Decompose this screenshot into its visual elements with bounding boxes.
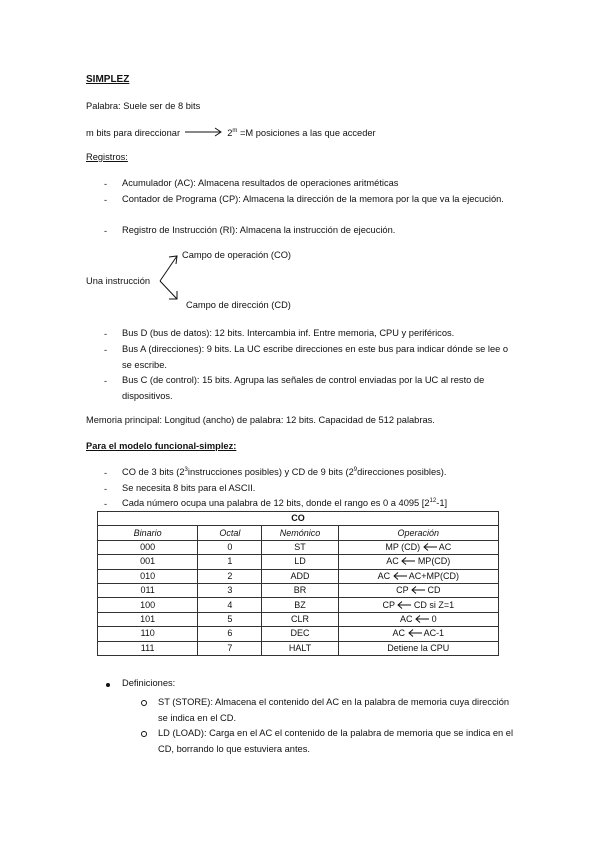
cell-octal: 5 (198, 612, 262, 626)
table-row (98, 569, 499, 583)
table-row (98, 540, 499, 554)
list-item (122, 495, 447, 511)
cell-nemonico: HALT (262, 641, 338, 655)
col-header: Binario (98, 526, 198, 540)
mbits-left: m bits para direccionar (86, 128, 181, 138)
cell-nemonico: BR (262, 583, 338, 597)
op-dest: Detiene la CPU (387, 642, 450, 653)
definicion-item: ST (STORE): Almacena el contenido del AC en la palabra de memoria cuya dirección se indica en el CD. (158, 697, 510, 723)
cell-binario: 110 (98, 627, 198, 641)
cell-octal: 6 (198, 627, 262, 641)
left-arrow-icon (393, 572, 407, 580)
definicion-item: LD (LOAD): Carga en el AC el contenido de la palabra de memoria que se indica en el CD, borrando lo que estuviera antes. (158, 728, 514, 754)
cell-binario: 001 (98, 555, 198, 569)
table-row (98, 612, 499, 626)
cell-octal: 2 (198, 569, 262, 583)
table-row (98, 583, 499, 597)
cell-nemonico: BZ (262, 598, 338, 612)
una-instruccion-label: Una instrucción (86, 276, 151, 286)
cell-binario: 010 (98, 569, 198, 583)
hollow-bullet-icon (141, 731, 147, 737)
list-item: Bus D (bus de datos): 12 bits. Intercambia inf. Entre memoria, CPU y periféricos. (122, 328, 455, 338)
table-title: CO (98, 512, 499, 526)
cell-binario: 101 (98, 612, 198, 626)
palabra-line: Palabra: Suele ser de 8 bits (86, 101, 201, 111)
cell-operacion (338, 583, 498, 597)
dash: - (104, 329, 108, 339)
op-src: CD (427, 585, 441, 596)
list-item: Bus C (de control): 15 bits. Agrupa las señales de control enviadas por la UC al resto de dispositivos. (122, 375, 485, 401)
right-arrow-icon (185, 127, 223, 137)
op-src: AC-1 (423, 628, 445, 639)
op-dest: CP (382, 599, 395, 610)
table-row (98, 627, 499, 641)
mbits-right: =M posiciones a las que acceder (240, 128, 376, 138)
left-arrow-icon (415, 615, 429, 623)
memoria-line: Memoria principal: Longitud (ancho) de palabra: 12 bits. Capacidad de 512 palabras. (86, 415, 435, 425)
cell-operacion (338, 569, 498, 583)
cell-octal: 3 (198, 583, 262, 597)
op-src: AC (438, 541, 452, 552)
left-arrow-icon (401, 557, 415, 565)
definiciones-heading: Definiciones: (122, 678, 176, 688)
modelo-heading: Para el modelo funcional-simplez: (86, 441, 237, 451)
cell-nemonico: ADD (262, 569, 338, 583)
list-item: Bus A (direcciones): 9 bits. La UC escribe direcciones en este bus para indicar dónde se lee o se escribe. (122, 344, 509, 370)
table-row (98, 598, 499, 612)
cell-operacion (338, 641, 498, 655)
dash: - (104, 484, 108, 494)
registros-heading: Registros: (86, 152, 128, 162)
cell-operacion (338, 612, 498, 626)
cell-binario: 011 (98, 583, 198, 597)
superscript: 12 (429, 498, 437, 504)
op-src: CD si Z=1 (413, 599, 455, 610)
col-header: Nemónico (262, 526, 338, 540)
dash: - (104, 345, 108, 355)
cell-nemonico: DEC (262, 627, 338, 641)
dash: - (104, 468, 108, 478)
left-arrow-icon (397, 601, 411, 609)
op-dest: MP (CD) (385, 541, 421, 552)
co-table (97, 511, 499, 656)
dash: - (104, 179, 108, 189)
list-item: Contador de Programa (CP): Almacena la dirección de la memora por la que va la ejecución. (122, 194, 504, 204)
dash: - (104, 376, 108, 386)
op-dest: AC (386, 556, 399, 567)
cell-binario: 000 (98, 540, 198, 554)
cell-operacion (338, 555, 498, 569)
branch-arrows-icon (156, 252, 184, 304)
op-dest: CP (396, 585, 409, 596)
cell-octal: 4 (198, 598, 262, 612)
mbits-two: 2 (227, 128, 233, 138)
op-dest: AC (377, 570, 391, 581)
col-header: Octal (198, 526, 262, 540)
cell-operacion (338, 598, 498, 612)
hollow-bullet-icon (141, 700, 147, 706)
list-item: Registro de Instrucción (RI): Almacena la instrucción de ejecución. (122, 225, 396, 235)
cell-octal: 7 (198, 641, 262, 655)
cell-nemonico: ST (262, 540, 338, 554)
dash: - (104, 499, 108, 509)
text-part: direcciones posibles). (357, 467, 447, 477)
cell-operacion (338, 540, 498, 554)
table-row (98, 555, 499, 569)
cell-nemonico: CLR (262, 612, 338, 626)
left-arrow-icon (423, 543, 437, 551)
text-part: CO de 3 bits (2 (122, 467, 185, 477)
table-row (98, 641, 499, 655)
mbits-line (86, 127, 376, 138)
cell-binario: 111 (98, 641, 198, 655)
text-part: Cada número ocupa una palabra de 12 bits, donde el rango es 0 a 4095 [2 (122, 498, 430, 508)
left-arrow-icon (411, 586, 425, 594)
op-src: MP(CD) (417, 556, 451, 567)
op-dest: AC (400, 613, 413, 624)
list-item: Acumulador (AC): Almacena resultados de operaciones aritméticas (122, 178, 399, 188)
superscript: 9 (353, 467, 358, 473)
doc-title: SIMPLEZ (86, 74, 130, 85)
cell-operacion (338, 627, 498, 641)
mbits-exp: m (232, 128, 238, 134)
cell-octal: 0 (198, 540, 262, 554)
col-header: Operación (338, 526, 498, 540)
cell-nemonico: LD (262, 555, 338, 569)
campo-direccion: Campo de dirección (CD) (186, 300, 291, 310)
list-item (122, 464, 447, 480)
list-item: Se necesita 8 bits para el ASCII. (122, 483, 256, 493)
superscript: 3 (184, 467, 188, 473)
campo-operacion: Campo de operación (CO) (182, 250, 292, 260)
cell-binario: 100 (98, 598, 198, 612)
text-part: instrucciones posibles) y CD de 9 bits (2 (187, 467, 354, 477)
op-dest: AC (392, 628, 406, 639)
table-header-row (98, 526, 499, 540)
cell-octal: 1 (198, 555, 262, 569)
left-arrow-icon (408, 629, 422, 637)
dash: - (104, 226, 108, 236)
op-src: 0 (431, 613, 437, 624)
op-src: AC+MP(CD) (408, 570, 459, 581)
bullet-icon (106, 683, 110, 687)
text-part: -1] (436, 498, 448, 508)
dash: - (104, 195, 108, 205)
